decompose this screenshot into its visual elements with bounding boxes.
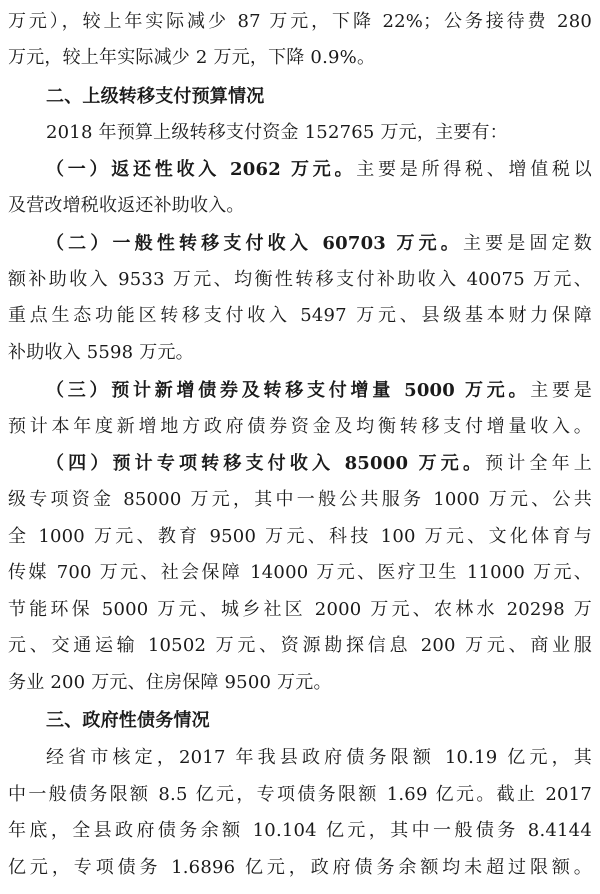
paragraph-line: 年底，全县政府债务余额 10.104 亿元，其中一般债务 8.4144 [8, 820, 592, 841]
paragraph-text: 主要是固定数 [462, 233, 592, 254]
paragraph-line [46, 446, 592, 482]
paragraph-line: 务业 200 万元、住房保障 9500 万元。 [8, 672, 332, 693]
paragraph-line: 额补助收入 9533 万元、均衡性转移支付补助收入 40075 万元、 [8, 269, 592, 290]
paragraph-line: 节能环保 5000 万元、城乡社区 2000 万元、农林水 20298 万 [8, 599, 592, 620]
paragraph-line: 补助收入 5598 万元。 [8, 342, 194, 363]
paragraph-line: 万元），较上年实际减少 87 万元，下降 22%；公务接待费 280 [8, 11, 592, 32]
paragraph-line: 亿元，专项债务 1.6896 亿元，政府债务余额均未超过限额。 [8, 857, 592, 878]
subsection-heading: （三）预计新增债券及转移支付增量 5000 万元。 [46, 380, 531, 401]
paragraph-line [46, 226, 592, 262]
paragraph-text: 预计全年上 [485, 453, 592, 474]
paragraph-line: 全 1000 万元、教育 9500 万元、科技 100 万元、文化体育与 [8, 526, 592, 547]
paragraph-line: 元、交通运输 10502 万元、资源勘探信息 200 万元、商业服 [8, 635, 592, 656]
paragraph-line: 传媒 700 万元、社会保障 14000 万元、医疗卫生 11000 万元、 [8, 562, 592, 583]
paragraph-line: 及营改增税收返还补助收入。 [8, 195, 245, 216]
subsection-heading: （一）返还性收入 2062 万元。 [46, 159, 357, 180]
paragraph-text: 主要是 [530, 380, 592, 401]
paragraph-line: 级专项资金 85000 万元，其中一般公共服务 1000 万元、公共 [8, 489, 592, 510]
paragraph-line: 预计本年度新增地方政府债券资金及均衡转移支付增量收入。 [8, 416, 592, 437]
section-heading: 二、上级转移支付预算情况 [46, 86, 265, 107]
paragraph-line: 2018 年预算上级转移支付资金 152765 万元，主要有： [46, 122, 508, 143]
section-heading: 三、政府性债务情况 [46, 710, 210, 731]
paragraph-text: 主要是所得税、增值税以 [356, 159, 592, 180]
paragraph-line [46, 373, 592, 409]
paragraph-line [46, 152, 592, 188]
subsection-heading: （四）预计专项转移支付收入 85000 万元。 [46, 453, 486, 474]
paragraph-line: 重点生态功能区转移支付收入 5497 万元、县级基本财力保障 [8, 305, 592, 326]
paragraph-line: 经省市核定，2017 年我县政府债务限额 10.19 亿元，其 [46, 747, 592, 768]
subsection-heading: （二）一般性转移支付收入 60703 万元。 [46, 233, 463, 254]
paragraph-line: 中一般债务限额 8.5 亿元，专项债务限额 1.69 亿元。截止 2017 [8, 784, 592, 805]
paragraph-line: 万元，较上年实际减少 2 万元，下降 0.9%。 [8, 47, 376, 68]
